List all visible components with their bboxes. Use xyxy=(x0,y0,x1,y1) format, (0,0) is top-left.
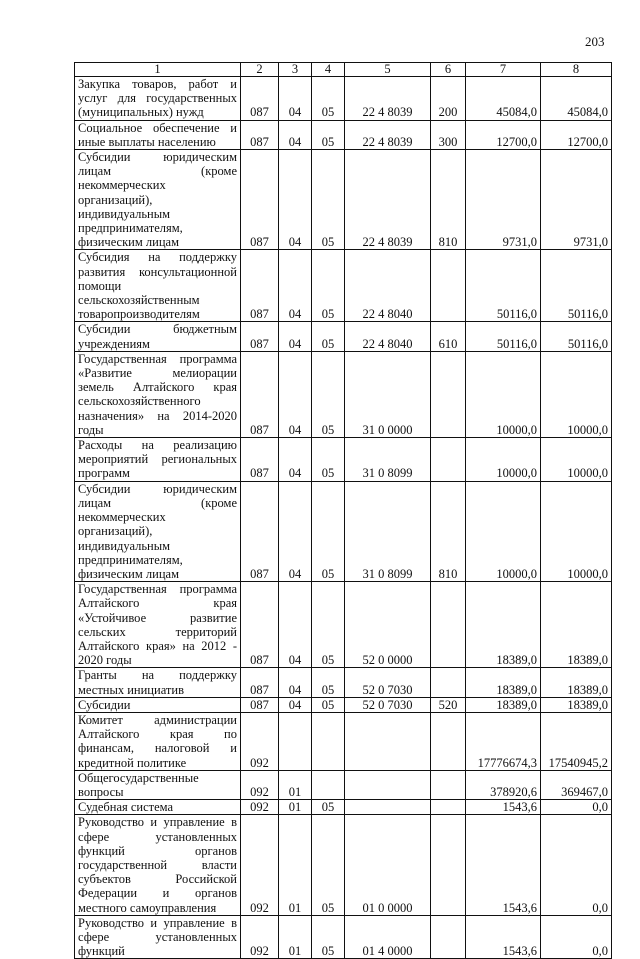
table-row xyxy=(75,351,612,437)
target-article-cell: 22 4 8039 xyxy=(345,77,431,121)
amount-year2-cell: 18389,0 xyxy=(541,668,612,697)
column-header: 4 xyxy=(312,63,345,77)
amount-year1-cell: 1543,6 xyxy=(466,915,541,959)
expense-type-cell xyxy=(431,915,466,959)
expense-type-cell xyxy=(431,815,466,915)
amount-year2-cell: 50116,0 xyxy=(541,250,612,322)
subsection-cell xyxy=(312,770,345,799)
subsection-cell: 05 xyxy=(312,668,345,697)
subsection-cell: 05 xyxy=(312,481,345,581)
section-cell: 04 xyxy=(279,250,312,322)
target-article-cell: 52 0 0000 xyxy=(345,582,431,668)
target-article-cell: 31 0 8099 xyxy=(345,481,431,581)
table-row xyxy=(75,150,612,250)
table-row xyxy=(75,697,612,712)
column-header: 1 xyxy=(75,63,241,77)
target-article-cell: 31 0 8099 xyxy=(345,438,431,482)
ministry-code-cell: 092 xyxy=(241,770,279,799)
section-cell: 04 xyxy=(279,582,312,668)
page-number: 203 xyxy=(585,34,605,49)
amount-year2-cell: 0,0 xyxy=(541,815,612,915)
ministry-code-cell: 087 xyxy=(241,668,279,697)
ministry-code-cell: 087 xyxy=(241,481,279,581)
table-row xyxy=(75,322,612,351)
column-header: 3 xyxy=(279,63,312,77)
row-name-cell: Субсидия на поддержку развития консультационной помощи сельскохозяйственным товаропроизводителям xyxy=(75,250,241,322)
amount-year2-cell: 18389,0 xyxy=(541,697,612,712)
column-header: 5 xyxy=(345,63,431,77)
subsection-cell: 05 xyxy=(312,322,345,351)
row-name-cell: Общегосударственные вопросы xyxy=(75,770,241,799)
target-article-cell xyxy=(345,712,431,770)
amount-year2-cell: 10000,0 xyxy=(541,438,612,482)
amount-year1-cell: 10000,0 xyxy=(466,438,541,482)
expense-type-cell: 810 xyxy=(431,481,466,581)
ministry-code-cell: 087 xyxy=(241,438,279,482)
table-row xyxy=(75,481,612,581)
row-name-cell: Государственная программа «Развитие мелиорации земель Алтайского края сельскохозяйственного назначения» на 2014-2020 годы xyxy=(75,351,241,437)
expense-type-cell xyxy=(431,712,466,770)
row-name-cell: Субсидии юридическим лицам (кроме некоммерческих организаций), индивидуальным предпринимателям, физическим лицам xyxy=(75,481,241,581)
expense-type-cell xyxy=(431,438,466,482)
expense-type-cell: 610 xyxy=(431,322,466,351)
subsection-cell xyxy=(312,712,345,770)
subsection-cell: 05 xyxy=(312,582,345,668)
ministry-code-cell: 092 xyxy=(241,800,279,815)
section-cell: 01 xyxy=(279,815,312,915)
amount-year2-cell: 18389,0 xyxy=(541,582,612,668)
table-row xyxy=(75,815,612,915)
table-row xyxy=(75,120,612,149)
column-header: 7 xyxy=(466,63,541,77)
ministry-code-cell: 092 xyxy=(241,712,279,770)
section-cell: 01 xyxy=(279,915,312,959)
row-name-cell: Судебная система xyxy=(75,800,241,815)
section-cell: 01 xyxy=(279,800,312,815)
amount-year1-cell: 50116,0 xyxy=(466,322,541,351)
subsection-cell: 05 xyxy=(312,351,345,437)
ministry-code-cell: 087 xyxy=(241,351,279,437)
subsection-cell: 05 xyxy=(312,120,345,149)
expense-type-cell xyxy=(431,250,466,322)
table-row xyxy=(75,582,612,668)
ministry-code-cell: 092 xyxy=(241,915,279,959)
budget-table xyxy=(74,62,612,959)
amount-year1-cell: 18389,0 xyxy=(466,668,541,697)
table-row xyxy=(75,250,612,322)
expense-type-cell: 300 xyxy=(431,120,466,149)
ministry-code-cell: 087 xyxy=(241,322,279,351)
ministry-code-cell: 087 xyxy=(241,77,279,121)
table-row xyxy=(75,770,612,799)
amount-year1-cell: 17776674,3 xyxy=(466,712,541,770)
row-name-cell: Гранты на поддержку местных инициатив xyxy=(75,668,241,697)
section-cell: 04 xyxy=(279,150,312,250)
amount-year2-cell: 0,0 xyxy=(541,915,612,959)
section-cell: 04 xyxy=(279,668,312,697)
amount-year2-cell: 12700,0 xyxy=(541,120,612,149)
expense-type-cell: 200 xyxy=(431,77,466,121)
table-row xyxy=(75,438,612,482)
column-header: 2 xyxy=(241,63,279,77)
ministry-code-cell: 087 xyxy=(241,697,279,712)
row-name-cell: Руководство и управление в сфере установленных функций органов государственной власти субъектов Российской Федерации и органов местного самоуправления xyxy=(75,815,241,915)
ministry-code-cell: 087 xyxy=(241,150,279,250)
amount-year1-cell: 378920,6 xyxy=(466,770,541,799)
table-row xyxy=(75,915,612,959)
amount-year1-cell: 9731,0 xyxy=(466,150,541,250)
target-article-cell: 31 0 0000 xyxy=(345,351,431,437)
expense-type-cell xyxy=(431,668,466,697)
expense-type-cell xyxy=(431,800,466,815)
row-name-cell: Социальное обеспечение и иные выплаты населению xyxy=(75,120,241,149)
expense-type-cell xyxy=(431,582,466,668)
ministry-code-cell: 087 xyxy=(241,120,279,149)
section-cell: 04 xyxy=(279,351,312,437)
target-article-cell: 22 4 8040 xyxy=(345,322,431,351)
subsection-cell: 05 xyxy=(312,697,345,712)
table-row xyxy=(75,712,612,770)
section-cell: 04 xyxy=(279,481,312,581)
table-header-row xyxy=(75,63,612,77)
amount-year1-cell: 45084,0 xyxy=(466,77,541,121)
table-row xyxy=(75,77,612,121)
subsection-cell: 05 xyxy=(312,150,345,250)
table-body xyxy=(75,63,612,959)
row-name-cell: Руководство и управление в сфере установленных функций xyxy=(75,915,241,959)
amount-year2-cell: 369467,0 xyxy=(541,770,612,799)
amount-year2-cell: 0,0 xyxy=(541,800,612,815)
amount-year1-cell: 12700,0 xyxy=(466,120,541,149)
row-name-cell: Комитет администрации Алтайского края по финансам, налоговой и кредитной политике xyxy=(75,712,241,770)
subsection-cell: 05 xyxy=(312,438,345,482)
expense-type-cell xyxy=(431,351,466,437)
expense-type-cell xyxy=(431,770,466,799)
column-header: 8 xyxy=(541,63,612,77)
subsection-cell: 05 xyxy=(312,800,345,815)
row-name-cell: Субсидии юридическим лицам (кроме некоммерческих организаций), индивидуальным предпринимателям, физическим лицам xyxy=(75,150,241,250)
section-cell xyxy=(279,712,312,770)
amount-year1-cell: 50116,0 xyxy=(466,250,541,322)
table-row xyxy=(75,668,612,697)
section-cell: 04 xyxy=(279,438,312,482)
ministry-code-cell: 087 xyxy=(241,582,279,668)
row-name-cell: Субсидии бюджетным учреждениям xyxy=(75,322,241,351)
amount-year1-cell: 10000,0 xyxy=(466,351,541,437)
target-article-cell: 52 0 7030 xyxy=(345,697,431,712)
amount-year1-cell: 18389,0 xyxy=(466,697,541,712)
amount-year1-cell: 18389,0 xyxy=(466,582,541,668)
amount-year2-cell: 10000,0 xyxy=(541,481,612,581)
amount-year2-cell: 17540945,2 xyxy=(541,712,612,770)
ministry-code-cell: 092 xyxy=(241,815,279,915)
amount-year2-cell: 50116,0 xyxy=(541,322,612,351)
target-article-cell xyxy=(345,800,431,815)
subsection-cell: 05 xyxy=(312,815,345,915)
section-cell: 04 xyxy=(279,120,312,149)
section-cell: 04 xyxy=(279,77,312,121)
target-article-cell xyxy=(345,770,431,799)
target-article-cell: 22 4 8040 xyxy=(345,250,431,322)
amount-year2-cell: 10000,0 xyxy=(541,351,612,437)
subsection-cell: 05 xyxy=(312,250,345,322)
row-name-cell: Государственная программа Алтайского края «Устойчивое развитие сельских территорий Алтайского края» на 2012 - 2020 годы xyxy=(75,582,241,668)
subsection-cell: 05 xyxy=(312,77,345,121)
ministry-code-cell: 087 xyxy=(241,250,279,322)
target-article-cell: 01 0 0000 xyxy=(345,815,431,915)
section-cell: 01 xyxy=(279,770,312,799)
amount-year1-cell: 10000,0 xyxy=(466,481,541,581)
amount-year2-cell: 9731,0 xyxy=(541,150,612,250)
row-name-cell: Субсидии xyxy=(75,697,241,712)
target-article-cell: 52 0 7030 xyxy=(345,668,431,697)
subsection-cell: 05 xyxy=(312,915,345,959)
target-article-cell: 22 4 8039 xyxy=(345,150,431,250)
table-row xyxy=(75,800,612,815)
row-name-cell: Закупка товаров, работ и услуг для государственных (муниципальных) нужд xyxy=(75,77,241,121)
amount-year1-cell: 1543,6 xyxy=(466,815,541,915)
target-article-cell: 01 4 0000 xyxy=(345,915,431,959)
amount-year2-cell: 45084,0 xyxy=(541,77,612,121)
expense-type-cell: 810 xyxy=(431,150,466,250)
section-cell: 04 xyxy=(279,322,312,351)
amount-year1-cell: 1543,6 xyxy=(466,800,541,815)
section-cell: 04 xyxy=(279,697,312,712)
expense-type-cell: 520 xyxy=(431,697,466,712)
column-header: 6 xyxy=(431,63,466,77)
row-name-cell: Расходы на реализацию мероприятий региональных программ xyxy=(75,438,241,482)
target-article-cell: 22 4 8039 xyxy=(345,120,431,149)
